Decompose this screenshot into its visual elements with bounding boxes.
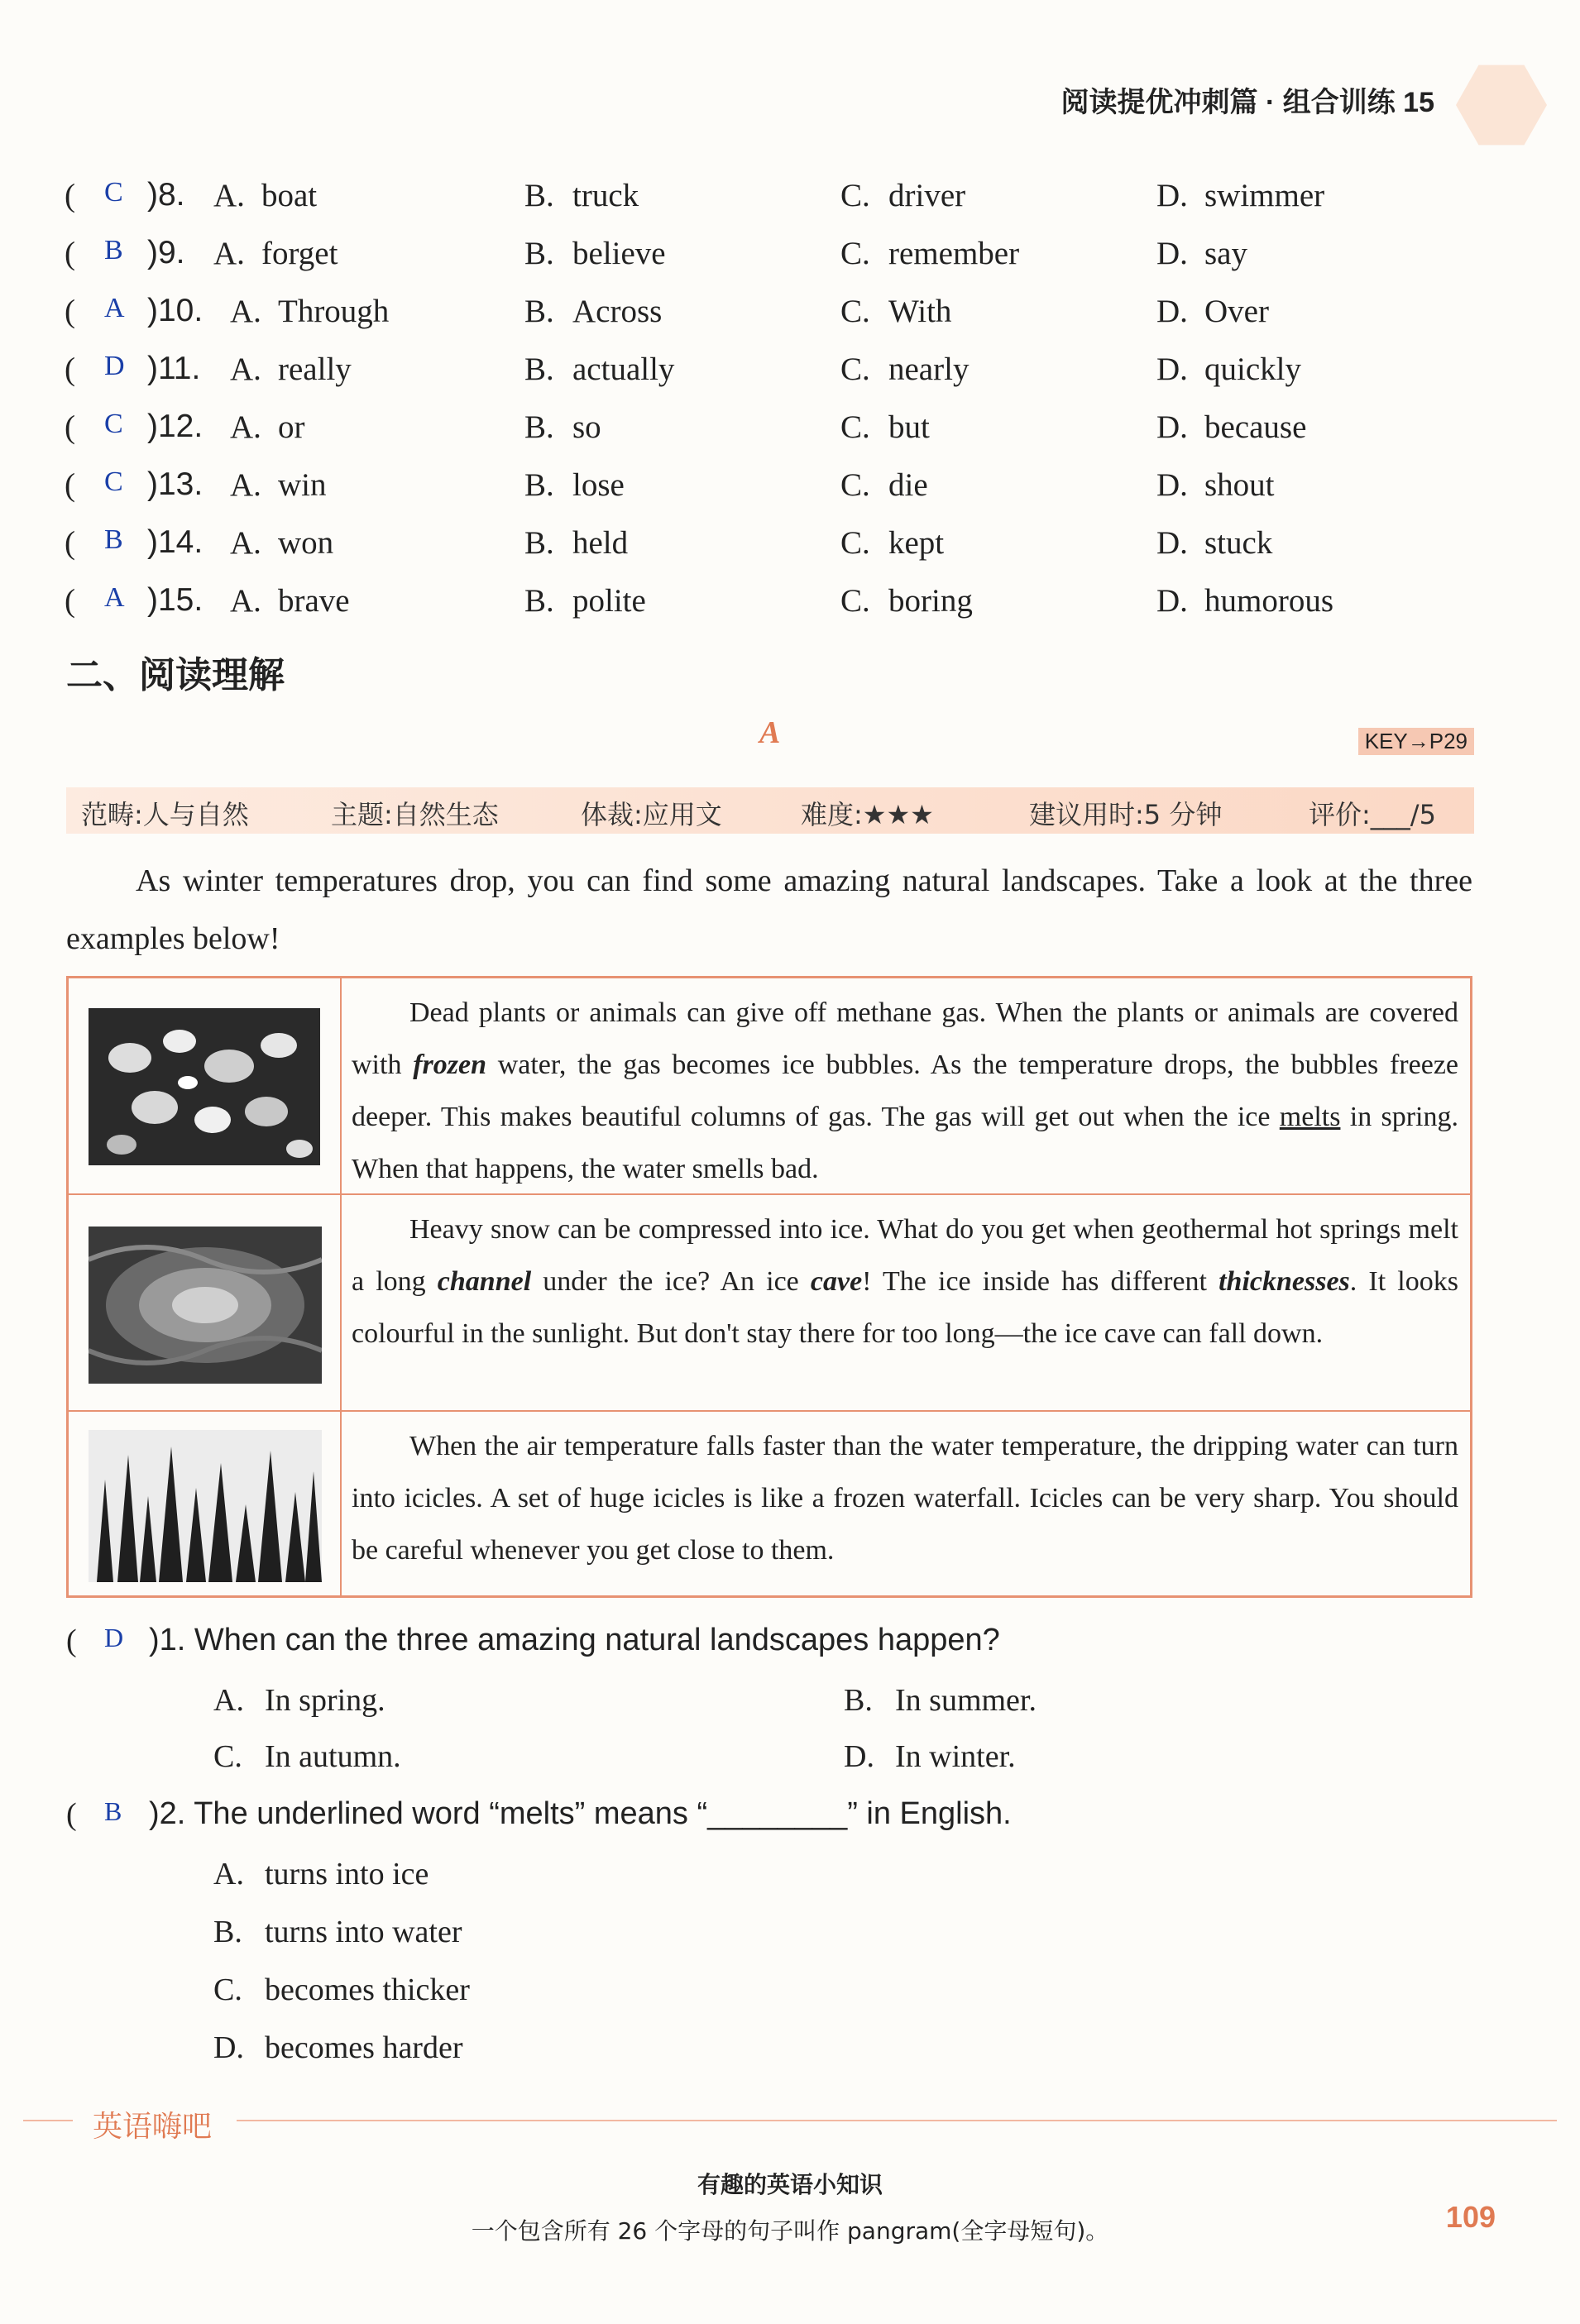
landscapes-table [66, 976, 1472, 1598]
cloze-option-b: B. polite [524, 583, 646, 619]
cloze-row: ( C )12. A. or B. so C. but D. because [65, 409, 1307, 445]
footer-divider-left [23, 2120, 73, 2121]
cloze-number: )8. [147, 177, 185, 213]
cloze-row: ( C )13. A. win B. lose C. die D. shout [65, 466, 1275, 503]
q2-choice-c: C. becomes thicker [213, 1973, 470, 2007]
cloze-row: ( A )15. A. brave B. polite C. boring D. humorous [65, 582, 1333, 619]
info-rating: 评价:___/5 [1309, 799, 1436, 830]
q2-choice-d: D. becomes harder [213, 2030, 463, 2065]
fun-fact-title: 有趣的英语小知识 [697, 2171, 883, 2198]
ice-bubbles-image [69, 978, 342, 1193]
question-1-answer: D [104, 1623, 124, 1652]
page-header-title: 阅读提优冲刺篇 · 组合训练 15 [1061, 87, 1434, 118]
cloze-option-b: B. Across [524, 294, 663, 329]
info-topic: 主题:自然生态 [331, 799, 499, 830]
cloze-option-a: A. Through [230, 294, 390, 329]
cloze-row: ( A )10. A. Through B. Across C. With D. Over [65, 293, 1269, 329]
info-time: 建议用时:5 分钟 [1029, 799, 1223, 830]
cloze-answer: B [104, 235, 123, 265]
icicles-image [69, 1412, 342, 1595]
cloze-answer: C [104, 409, 123, 439]
passage-intro: As winter temperatures drop, you can find some amazing natural landscapes. Take a look at the three examples below! [66, 863, 1472, 956]
q1-choice-c: C. In autumn. [213, 1739, 401, 1774]
cloze-number: )13. [147, 466, 203, 502]
cloze-number: )15. [147, 582, 203, 618]
cloze-option-a: A. forget [213, 236, 338, 271]
cloze-option-b: B. so [524, 409, 601, 445]
cloze-option-b: B. believe [524, 236, 666, 271]
cloze-option-a: A. win [230, 467, 327, 503]
cloze-option-a: A. won [230, 525, 334, 561]
cloze-option-d: D. because [1156, 409, 1307, 445]
cloze-option-d: D. stuck [1156, 525, 1273, 561]
cloze-answer: B [104, 524, 123, 555]
landscape-text-cave: Heavy snow can be compressed into ice. What do you get when geothermal hot springs melt a long channel under the ice? An ice cave! The ice inside has different thicknesses. It looks colourful in the sunlight. But don't stay there for too long—the ice cave can fall down. [352, 1214, 1458, 1349]
info-category: 范畴:人与自然 [81, 799, 249, 830]
header-decoration [1456, 60, 1547, 151]
cloze-row: ( C )8. A. boat B. truck C. driver D. swimmer [65, 177, 1325, 213]
landscape-row-icicles [69, 1410, 1470, 1595]
cloze-option-d: D. Over [1156, 294, 1269, 329]
cloze-option-c: C. die [840, 467, 928, 503]
cloze-option-d: D. say [1156, 236, 1247, 271]
landscape-row-cave [69, 1193, 1470, 1410]
cloze-option-b: B. actually [524, 351, 675, 387]
q2-choice-b: B. turns into water [213, 1915, 462, 1949]
cloze-number: )10. [147, 293, 203, 328]
cloze-answer: A [104, 293, 125, 323]
question-1-stem: )1. When can the three amazing natural landscapes happen? [149, 1623, 1000, 1657]
cloze-number: )14. [147, 524, 203, 560]
answer-key-badge: KEY→P29 [1358, 728, 1474, 755]
cloze-option-d: D. quickly [1156, 351, 1301, 387]
cloze-answer: D [104, 351, 125, 381]
landscape-text-bubbles: Dead plants or animals can give off methane gas. When the plants or animals are covered with frozen water, the gas becomes ice bubbles. As the temperature drops, the bubbles freeze deeper. This makes beautiful columns of gas. The gas will get out when the ice melts in spring. When that happens, the water smells bad. [352, 997, 1458, 1184]
q2-choice-a: A. turns into ice [213, 1857, 429, 1891]
cloze-answer: C [104, 177, 123, 208]
underlined-word-melts: melts [1279, 1102, 1341, 1132]
question-2: ( B )2. The underlined word “melts” means “________” in English. [66, 1796, 1012, 1832]
question-1: ( D )1. When can the three amazing natural landscapes happen? [66, 1623, 1000, 1658]
info-genre: 体裁:应用文 [581, 799, 722, 830]
cloze-option-c: C. remember [840, 236, 1020, 271]
cloze-option-b: B. truck [524, 178, 639, 213]
cloze-option-c: C. nearly [840, 351, 970, 387]
cloze-row: ( D )11. A. really B. actually C. nearly D. quickly [65, 351, 1301, 387]
cloze-option-a: A. boat [213, 178, 318, 213]
cloze-option-d: D. shout [1156, 467, 1275, 503]
cloze-option-c: C. With [840, 294, 952, 329]
cloze-option-b: B. lose [524, 467, 625, 503]
cloze-number: )9. [147, 235, 185, 270]
landscape-text-icicles: When the air temperature falls faster than the water temperature, the dripping water can turn into icicles. A set of huge icicles is like a frozen waterfall. Icicles can be very sharp. You should be careful whenever you get close to them. [352, 1431, 1458, 1566]
passage-info-bar [66, 787, 1474, 834]
page-number: 109 [1445, 2200, 1496, 2234]
cloze-option-a: A. really [230, 351, 352, 387]
landscape-row-bubbles [69, 978, 1470, 1193]
cloze-number: )11. [147, 351, 201, 386]
cloze-option-a: A. brave [230, 583, 350, 619]
cloze-option-d: D. swimmer [1156, 178, 1325, 213]
q1-choice-b: B. In summer. [844, 1683, 1037, 1718]
footer-divider-right [237, 2120, 1557, 2121]
cloze-row: ( B )9. A. forget B. believe C. remember D. say [65, 235, 1247, 271]
question-2-stem: )2. The underlined word “melts” means “________” in English. [149, 1796, 1012, 1831]
q1-choice-a: A. In spring. [213, 1683, 385, 1718]
cloze-row: ( B )14. A. won B. held C. kept D. stuck [65, 524, 1273, 561]
section-heading: 二、阅读理解 [66, 654, 285, 696]
question-2-answer: B [104, 1796, 122, 1826]
passage-label: A [759, 715, 781, 750]
footer-brand: 英语嗨吧 [93, 2110, 213, 2144]
cloze-option-d: D. humorous [1156, 583, 1333, 619]
info-difficulty: 难度:★★★ [801, 799, 934, 830]
cloze-option-c: C. but [840, 409, 930, 445]
cloze-option-c: C. driver [840, 178, 966, 213]
cloze-option-b: B. held [524, 525, 629, 561]
q1-choice-d: D. In winter. [844, 1739, 1016, 1774]
ice-cave-image [69, 1195, 342, 1410]
fun-fact-text: 一个包含所有 26 个字母的句子叫作 pangram(全字母短句)。 [471, 2217, 1109, 2245]
cloze-option-c: C. boring [840, 583, 973, 619]
cloze-option-a: A. or [230, 409, 305, 445]
cloze-answer: C [104, 466, 123, 497]
cloze-number: )12. [147, 409, 203, 444]
cloze-answer: A [104, 582, 125, 613]
cloze-option-c: C. kept [840, 525, 945, 561]
